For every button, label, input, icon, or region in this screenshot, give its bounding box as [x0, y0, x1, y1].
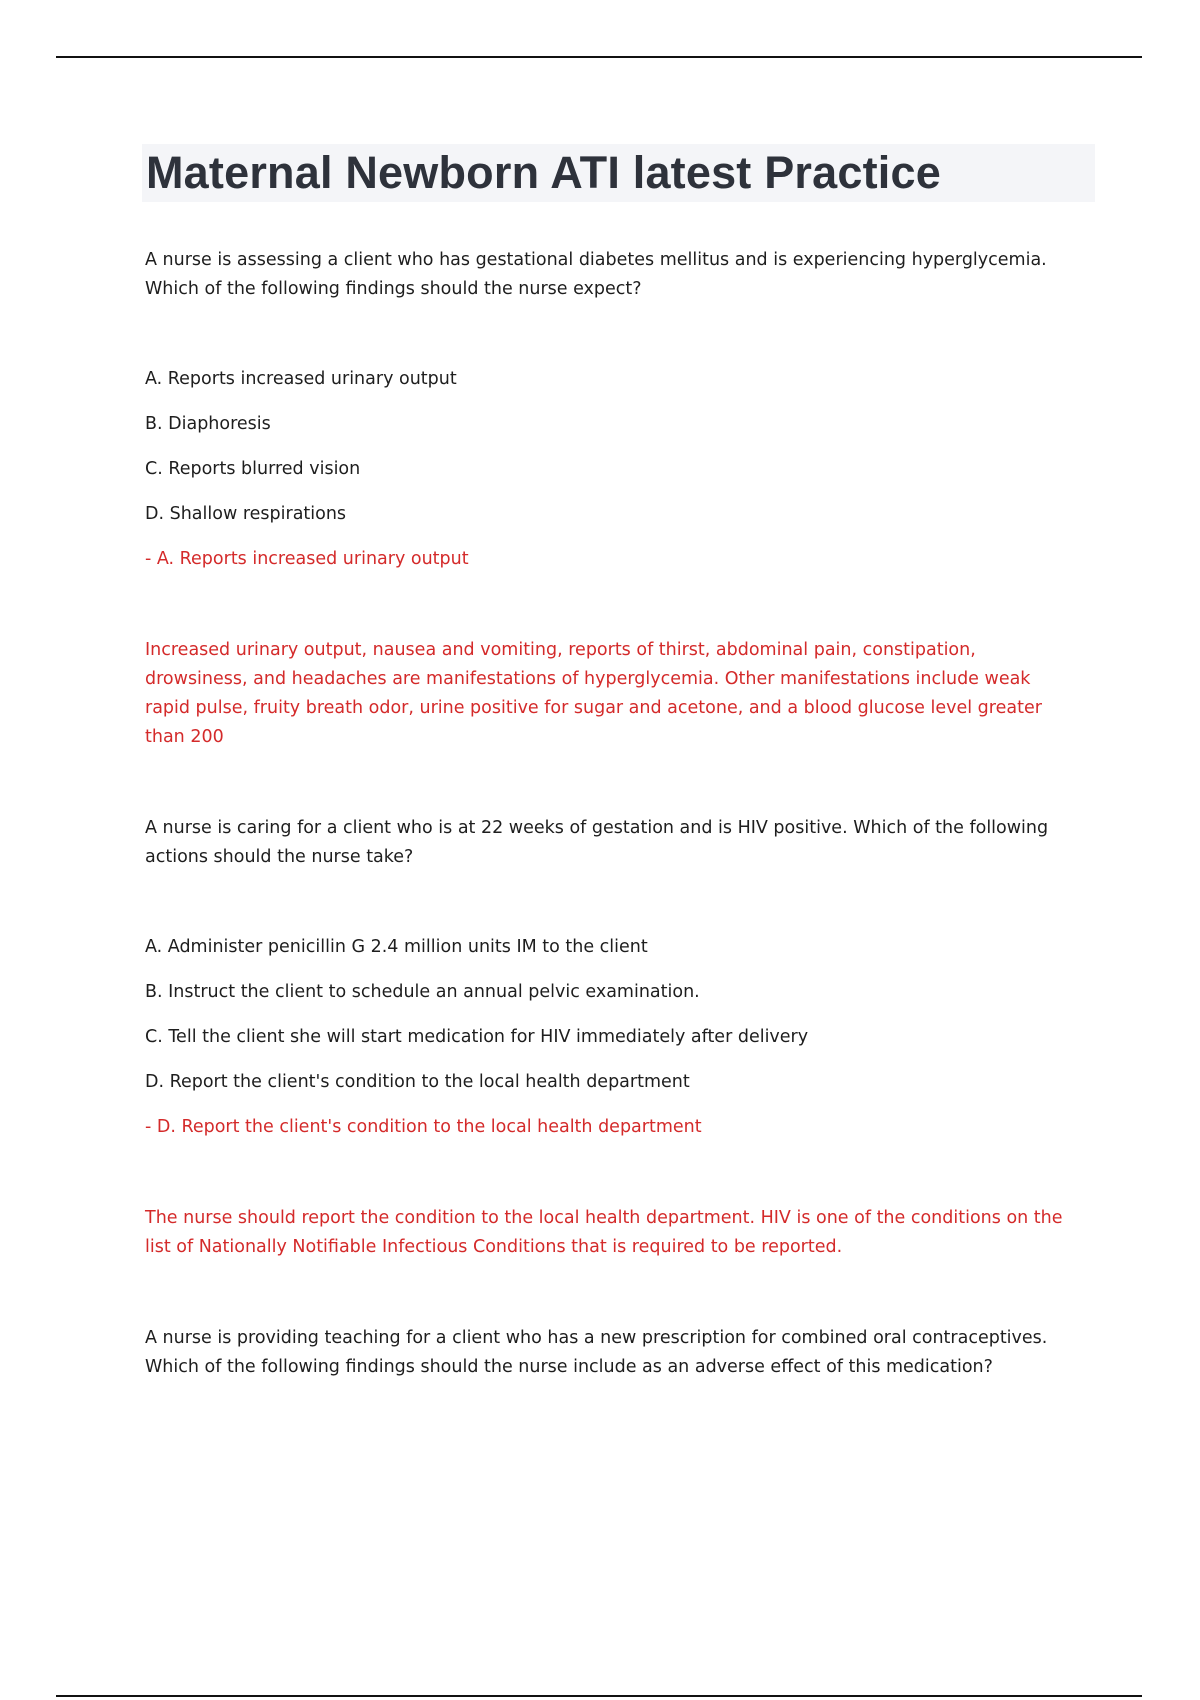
footer-rule	[56, 1695, 1142, 1697]
option-b: B. Instruct the client to schedule an annual pelvic examination.	[145, 982, 700, 1002]
question-stem: A nurse is providing teaching for a client who has a new prescription for combined oral contraceptives. Which of the following findings should the nurse include as an adverse effect of this medication?	[145, 1328, 1048, 1377]
page-title: Maternal Newborn ATI latest Practice	[146, 147, 941, 198]
option-d: D. Shallow respirations	[145, 504, 347, 524]
option-b: B. Diaphoresis	[145, 414, 271, 434]
question-stem: A nurse is assessing a client who has gestational diabetes mellitus and is experiencing hyperglycemia. Which of the following findings should the nurse expect?	[145, 250, 1047, 299]
answer-options	[145, 933, 1080, 1142]
rationale-text: Increased urinary output, nausea and vomiting, reports of thirst, abdominal pain, constipation, drowsiness, and headaches are manifestations of hyperglycemia. Other manifestations include weak rapid pulse, fruity breath odor, urine positive for sugar and acetone, and a blood glucose level greater than 200	[145, 640, 1042, 747]
option-c: C. Tell the client she will start medication for HIV immediately after delivery	[145, 1027, 809, 1047]
question-block	[145, 814, 1080, 1262]
correct-answer: - D. Report the client's condition to the local health department	[145, 1117, 702, 1137]
header-rule	[56, 56, 1142, 58]
rationale-text: The nurse should report the condition to the local health department. HIV is one of the conditions on the list of Nationally Notifiable Infectious Conditions that is required to be reported.	[145, 1208, 1063, 1257]
question-block	[145, 1324, 1080, 1382]
question-stem: A nurse is caring for a client who is at 22 weeks of gestation and is HIV positive. Which of the following actions should the nurse take?	[145, 818, 1049, 867]
option-a: A. Reports increased urinary output	[145, 369, 457, 389]
answer-options	[145, 365, 1080, 574]
document-body	[145, 246, 1080, 1382]
option-c: C. Reports blurred vision	[145, 459, 361, 479]
question-block	[145, 246, 1080, 752]
correct-answer: - A. Reports increased urinary output	[145, 549, 469, 569]
option-a: A. Administer penicillin G 2.4 million units IM to the client	[145, 937, 648, 957]
option-d: D. Report the client's condition to the local health department	[145, 1072, 690, 1092]
